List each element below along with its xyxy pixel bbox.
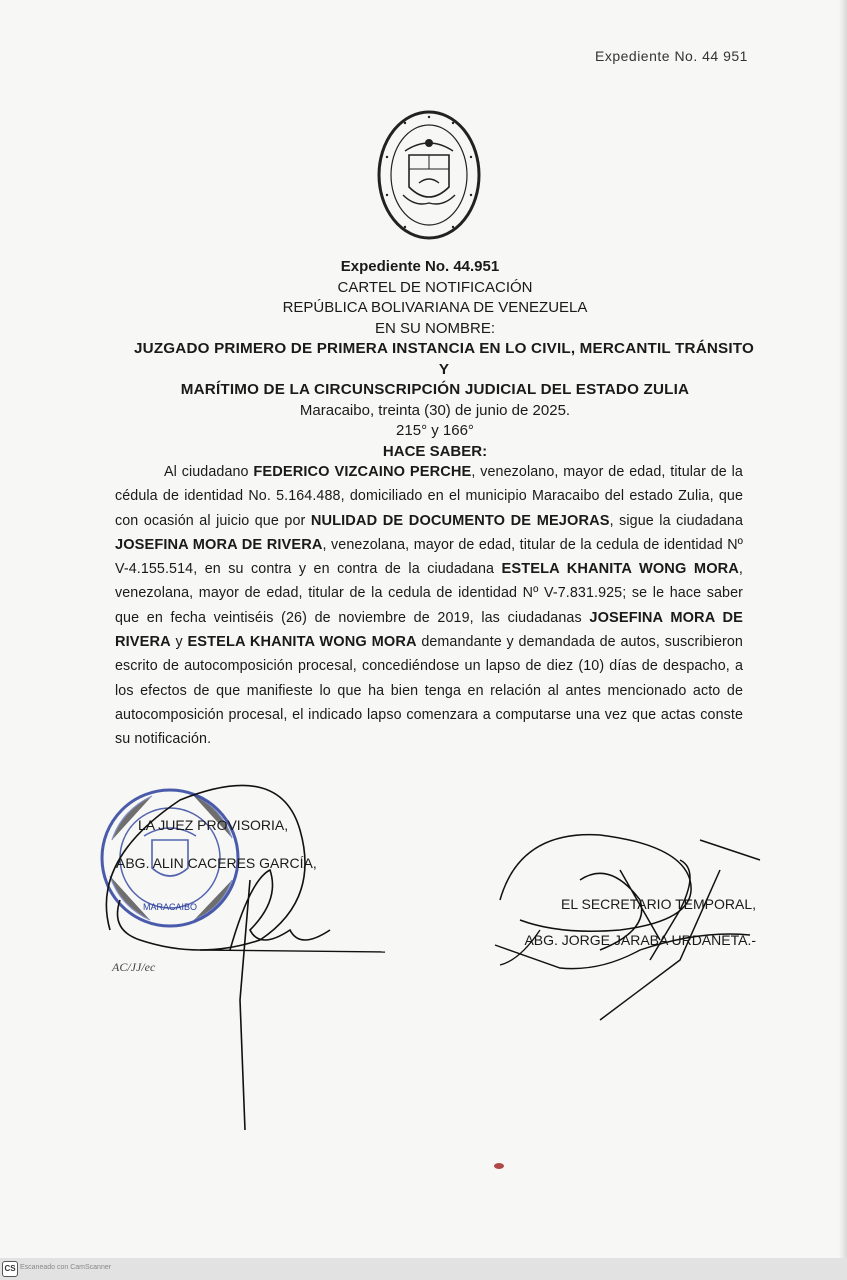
body-text: , sigue la ciudadana xyxy=(609,512,743,529)
republic-name: REPÚBLICA BOLIVARIANA DE VENEZUELA xyxy=(282,299,588,316)
notice-title: CARTEL DE NOTIFICACIÓN xyxy=(337,278,533,296)
scanner-watermark: Escaneado con CamScanner xyxy=(20,1264,112,1271)
stamp-bottom-text: MARACAIBO xyxy=(142,902,198,912)
supreme-court-seal-icon xyxy=(375,107,483,243)
court-name-line-2: MARÍTIMO DE LA CIRCUNSCRIPCIÓN JUDICIAL DEL ESTADO ZULIA xyxy=(180,381,690,398)
top-case-number: Expediente No. 44 951 xyxy=(595,48,748,64)
case-subject: NULIDAD DE DOCUMENTO DE MEJORAS xyxy=(310,512,610,529)
judge-title: LA JUEZ PROVISORIA, xyxy=(138,817,289,833)
secretary-signature-block xyxy=(486,886,756,958)
secretary-name: ABG. JORGE JARABA URDANETA.- xyxy=(524,932,756,948)
body-text: , venezolano, mayor de edad, titular de la cédula de identidad No. 5.164.488, domiciliado en el municipio Maracaibo del estado Zulia, que con ocasión al juicio que por xyxy=(115,464,743,529)
judge-signature-block xyxy=(108,806,317,882)
notice-body xyxy=(115,460,743,752)
body-text: demandante y demandada de autos, suscribieron escrito de autocomposición procesal, concediéndose un lapso de diez (10) días de despacho, a los efectos de que manifieste lo que ha bien tenga en relación al antes mencionado acto de autocomposición procesal, el indicado lapso comenzara a computarse una vez que actas conste su notificación. xyxy=(115,634,743,748)
party-name: JOSEFINA MORA DE RIVERA xyxy=(115,536,323,553)
judge-name: ABG. ALIN CACERES GARCÍA, xyxy=(116,855,317,871)
body-text: Al ciudadano xyxy=(164,464,254,480)
body-text: y xyxy=(170,634,188,651)
body-text: , venezolana, mayor de edad, titular de la cedula de identidad Nº V-7.831.925; se le hace saber que en fecha veintiséis (26) de noviembre de 2019, las ciudadanas xyxy=(115,561,743,626)
party-name: ESTELA KHANITA WONG MORA xyxy=(501,561,739,578)
party-name: FEDERICO VIZCAINO PERCHE xyxy=(253,464,472,480)
years-line: 215° y 166° xyxy=(396,422,474,439)
party-name: ESTELA KHANITA WONG MORA xyxy=(187,634,417,651)
place-and-date: Maracaibo, treinta (30) de junio de 2025. xyxy=(299,401,571,419)
court-name-line-1: JUZGADO PRIMERO DE PRIMERA INSTANCIA EN LO CIVIL, MERCANTIL TRÁNSITO Y xyxy=(134,340,754,378)
reference-initials: AC/JJ/ec xyxy=(112,960,156,974)
hace-saber-heading: HACE SABER: xyxy=(382,442,488,460)
en-su-nombre: EN SU NOMBRE: xyxy=(374,319,495,337)
notice-header xyxy=(110,257,760,462)
scanner-footer xyxy=(0,1258,847,1280)
case-number-heading: Expediente No. 44.951 xyxy=(340,258,500,275)
secretary-title: EL SECRETARIO TEMPORAL, xyxy=(560,896,756,912)
body-text: , venezolana, mayor de edad, titular de la cedula de identidad Nº V-4.155.514, en su contra y en contra de la ciudadana xyxy=(115,536,743,578)
camscanner-logo-icon: CS xyxy=(2,1261,18,1277)
ink-speck-icon xyxy=(493,1161,505,1171)
party-name: JOSEFINA MORA DE RIVERA xyxy=(115,609,744,651)
